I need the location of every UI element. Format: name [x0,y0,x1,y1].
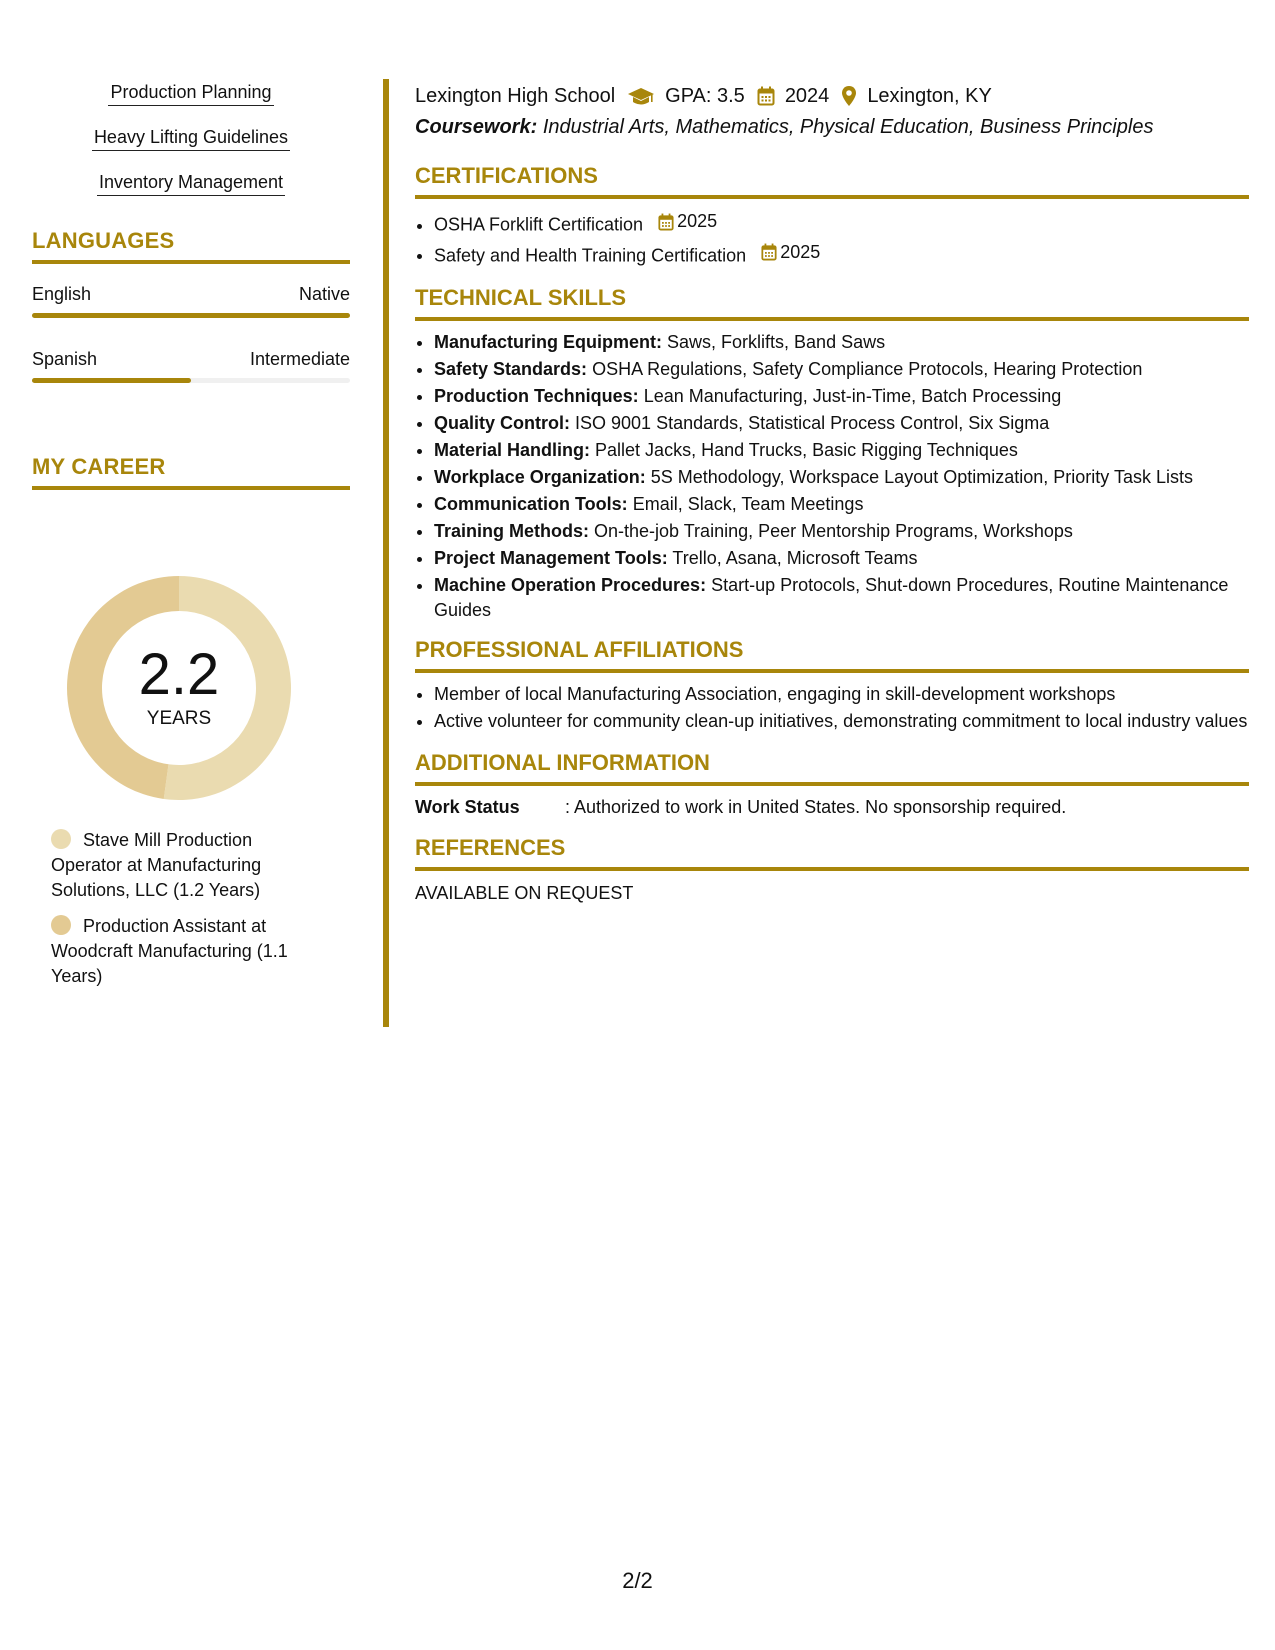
coursework-list: Industrial Arts, Mathematics, Physical Education, Business Principles [542,116,1154,138]
career-total-unit: YEARS [146,708,212,729]
calendar-icon [761,243,777,261]
education-section [415,82,1249,141]
languages-title: LANGUAGES [32,228,175,253]
section-rule [415,195,1249,199]
skill-tags [32,80,350,198]
affiliation-item: • Member of local Manufacturing Association, engaging in skill-development workshops [434,682,1249,707]
certification-list [415,208,1249,269]
skill-item: • Workplace Organization: 5S Methodology, Workspace Layout Optimization, Priority Task Lists [434,465,1249,490]
language-name: English [32,284,92,304]
skill-item: • Training Methods: On-the-job Training, Peer Mentorship Programs, Workshops [434,519,1249,544]
section-rule [32,486,350,490]
career-donut-chart [66,575,292,801]
skill-tag: Heavy Lifting Guidelines [32,125,350,153]
references-section [415,835,1249,905]
technical-skills-list [415,330,1249,623]
work-status-label: Work Status [415,797,520,817]
certification-item: • Safety and Health Training Certification 2025 [434,239,1249,270]
skill-tag: Production Planning [32,80,350,108]
coursework-label: Coursework: [415,116,538,138]
skill-item: • Machine Operation Procedures: Start-up Protocols, Shut-down Procedures, Routine Maintenance Guides [434,573,1249,623]
section-rule [415,317,1249,321]
certification-item: • OSHA Forklift Certification 2025 [434,208,1249,239]
donut-center [66,575,292,801]
calendar-icon [757,86,775,106]
gpa: GPA: 3.5 [665,85,745,107]
coursework [415,113,1249,141]
skill-item: • Quality Control: ISO 9001 Standards, Statistical Process Control, Six Sigma [434,411,1249,436]
work-status-row [415,795,1249,819]
certifications-section [415,163,1249,269]
page-number: 2/2 [622,1568,653,1593]
skill-tag: Inventory Management [32,170,350,198]
skill-item: • Production Techniques: Lean Manufacturing, Just-in-Time, Batch Processing [434,384,1249,409]
additional-info-title: ADDITIONAL INFORMATION [415,750,710,775]
language-bar [32,313,350,318]
section-rule [415,669,1249,673]
school-name: Lexington High School [415,85,616,107]
calendar-icon [658,213,674,231]
references-text: AVAILABLE ON REQUEST [415,883,634,903]
legend-dot-icon [51,915,71,935]
skill-item: • Communication Tools: Email, Slack, Team Meetings [434,492,1249,517]
section-rule [415,782,1249,786]
education-line [415,82,1249,110]
language-name: Spanish [32,349,98,369]
left-column [32,80,350,490]
career-title: MY CAREER [32,454,166,479]
legend-dot-icon [51,829,71,849]
work-status-value: : Authorized to work in United States. No sponsorship required. [565,797,1067,817]
graduation-year: 2024 [784,85,830,107]
school-location: Lexington, KY [867,85,992,107]
language-bar-fill [32,378,191,383]
affiliation-item: • Active volunteer for community clean-up initiatives, demonstrating commitment to local industry values [434,709,1249,734]
career-total-value: 2.2 [138,642,220,707]
language-level: Native [298,284,350,304]
career-legend-item: Stave Mill Production Operator at Manufacturing Solutions, LLC (1.2 Years) [51,830,262,900]
affiliations-section [415,637,1249,734]
language-bar-fill [32,313,350,318]
career-section [32,454,350,490]
language-level: Intermediate [249,349,350,369]
right-column [415,82,1249,905]
certification-year: 2025 [677,211,718,231]
certifications-title: CERTIFICATIONS [415,163,598,188]
references-title: REFERENCES [415,835,566,860]
column-divider [383,79,389,1027]
section-rule [32,260,350,264]
language-item [32,283,350,318]
career-legend-item: Production Assistant at Woodcraft Manufacturing (1.1 Years) [51,916,288,986]
skill-item: • Project Management Tools: Trello, Asana, Microsoft Teams [434,546,1249,571]
languages-section [32,228,350,383]
technical-skills-title: TECHNICAL SKILLS [415,285,627,310]
affiliations-list [415,682,1249,734]
graduation-cap-icon [627,86,655,106]
language-bar [32,378,350,383]
certification-year: 2025 [780,241,821,262]
technical-skills-section [415,285,1249,623]
skill-item: • Material Handling: Pallet Jacks, Hand Trucks, Basic Rigging Techniques [434,438,1249,463]
section-rule [415,867,1249,871]
skill-item: • Safety Standards: OSHA Regulations, Safety Compliance Protocols, Hearing Protection [434,357,1249,382]
skill-item: • Manufacturing Equipment: Saws, Forklifts, Band Saws [434,330,1249,355]
location-pin-icon [841,85,857,107]
affiliations-title: PROFESSIONAL AFFILIATIONS [415,637,744,662]
additional-info-section [415,750,1249,819]
language-item [32,348,350,383]
